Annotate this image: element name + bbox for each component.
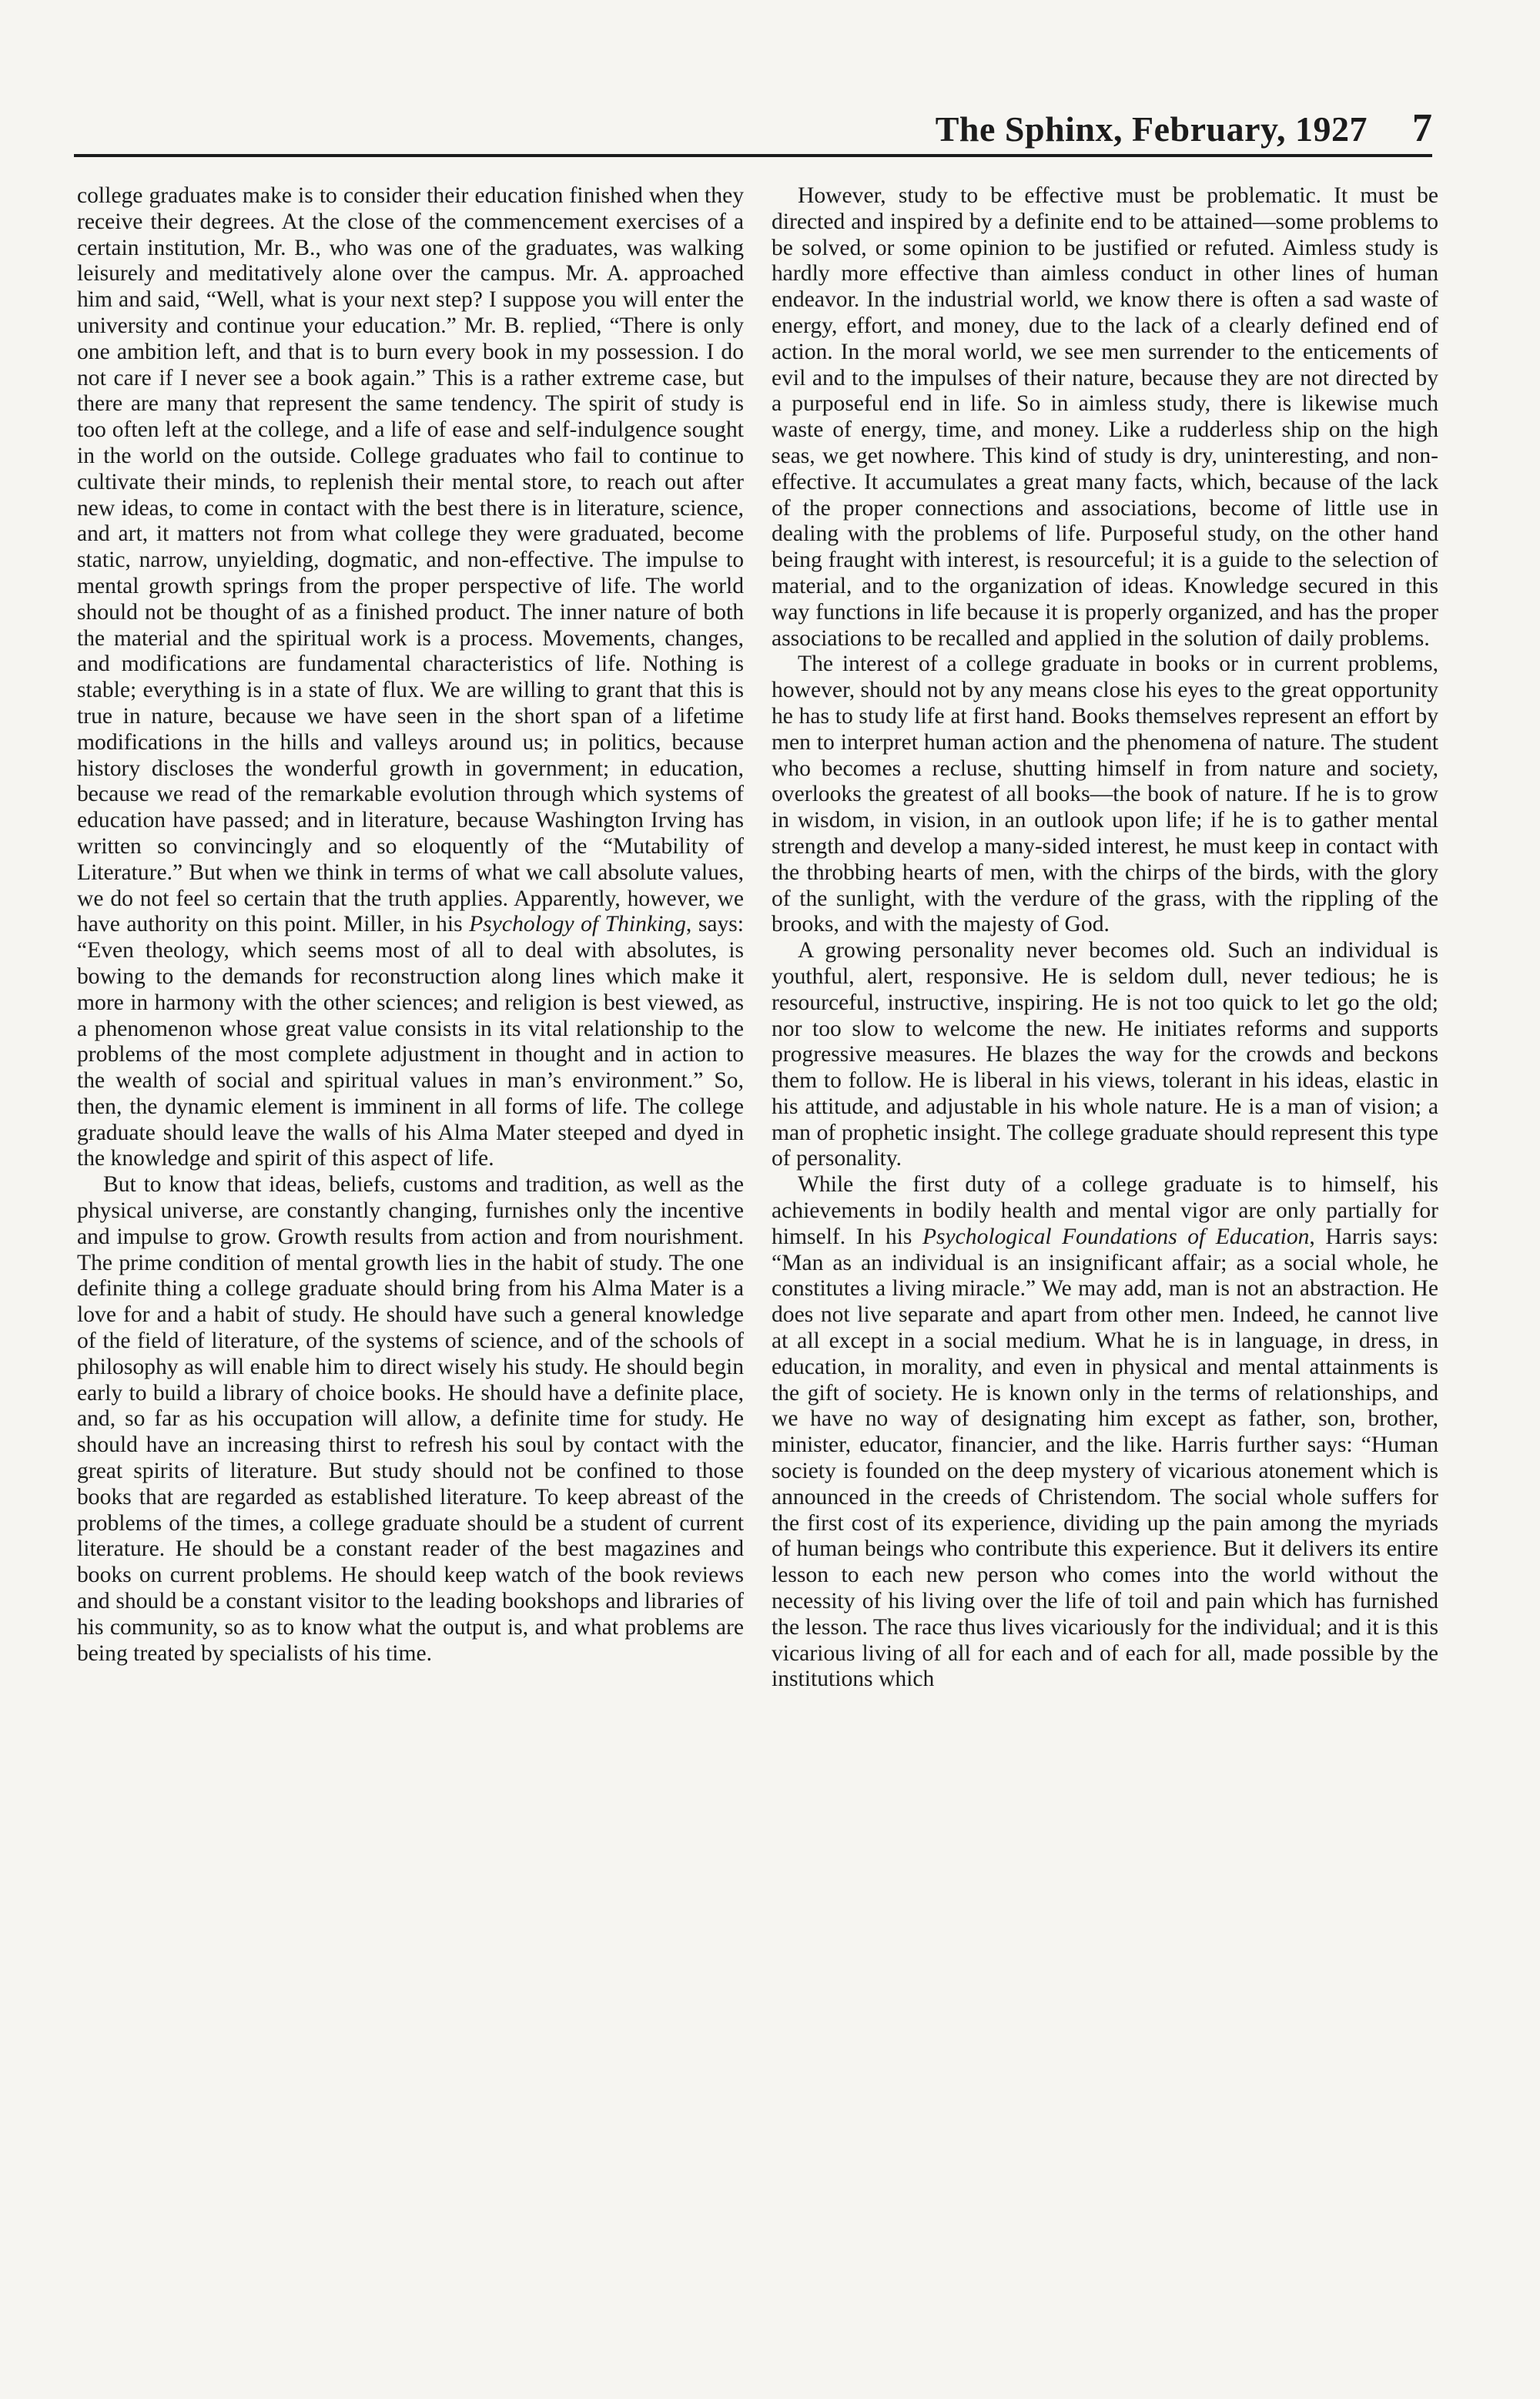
paragraph-text: , says: “Even theology, which seems most of all to deal with absolutes, is bowing to the demands for reconstruction along lines which make it more in harmony with the other sciences; and religion is best viewed, as a phenomenon whose great value consists in its vital relationship to the problems of the most complete adjustment in thought and in action to the wealth of social and spiritual values in man’s environment.” So, then, the dynamic element is imminent in all forms of life. The college graduate should leave the walls of his Alma Mater steeped and dyed in the knowledge and spirit of this aspect of life. xyxy=(77,912,745,1171)
paragraph xyxy=(77,183,744,1172)
paragraph-text: While the first duty of a college graduate is to himself, his achievements in bodily health and mental vigor are only partially for himself. In his xyxy=(772,1172,1438,1249)
paragraph-text: college graduates make is to consider their education finished when they receive their degrees. At the close of the commencement exercises of a certain institution, Mr. B., who was one of the graduates, was walking leisurely and meditatively alone over the campus. Mr. A. approached him and said, “Well, what is your next step? I suppose you will enter the university and continue your education.” Mr. B. replied, “There is only one ambition left, and that is to burn every book in my possession. I do not care if I never see a book again.” This is a rather extreme case, but there are many that represent the same tendency. The spirit of study is too often left at the college, and a life of ease and self-indulgence sought in the world on the outside. College graduates who fail to continue to cultivate their minds, to replenish their mental store, to reach out after new ideas, to come in contact with the best there is in literature, science, and art, it matters not from what college they were graduated, become static, narrow, unyielding, dogmatic, and non-effective. The impulse to mental growth springs from the proper perspective of life. The world should not be thought of as a finished product. The inner nature of both the material and the spiritual work is a process. Movements, changes, and modifications are fundamental characteristics of life. Nothing is stable; everything is in a state of flux. We are willing to grant that this is true in nature, because we have seen in the short span of a lifetime modifications in the hills and valleys around us; in politics, because history discloses the wonderful growth in government; in education, because we read of the remarkable evolution through which systems of education have passed; and in literature, because Washington Irving has written so convincingly and so eloquently of the “Mutability of Literature.” But when we think in terms of what we call absolute values, we do not feel so certain that the truth applies. Apparently, however, we have authority on this point. Miller, in his xyxy=(77,183,744,937)
paragraph: But to know that ideas, beliefs, customs and tradition, as well as the physical universe, are constantly changing, furnishes only the incentive and impulse to grow. Growth results from action and from nourishment. The prime condition of mental growth lies in the habit of study. The one definite thing a college graduate should bring from his Alma Mater is a love for and a habit of study. He should have such a general knowledge of the field of literature, of the systems of science, and of the schools of philosophy as will enable him to direct wisely his study. He should begin early to build a library of choice books. He should have a definite place, and, so far as his occupation will allow, a definite time for study. He should have an increasing thirst to refresh his soul by contact with the great spirits of literature. But study should not be confined to those books that are regarded as established literature. To keep abreast of the problems of the times, a college graduate should be a student of current literature. He should be a constant reader of the best magazines and books on current problems. He should keep watch of the book reviews and should be a constant visitor to the leading bookshops and libraries of his community, so as to know what the output is, and what problems are being treated by specialists of his time. xyxy=(77,1172,744,1666)
right-column xyxy=(772,183,1438,1693)
page-number: 7 xyxy=(1412,106,1432,150)
paragraph xyxy=(772,1172,1438,1693)
paragraph: A growing personality never becomes old. Such an individual is youthful, alert, responsive. He is seldom dull, never tedious; he is resourceful, instructive, inspiring. He is not too quick to let go the old; nor too slow to welcome the new. He initiates reforms and supports progressive measures. He blazes the way for the crowds and beckons them to follow. He is liberal in his views, tolerant in his ideas, elastic in his attitude, and adjustable in his whole nature. He is a man of vision; a man of prophetic insight. The college graduate should represent this type of personality. xyxy=(772,938,1438,1171)
book-title: Psychological Foundations of Education xyxy=(922,1224,1310,1249)
paragraph: The interest of a college graduate in books or in current problems, however, should not by any means close his eyes to the great opportunity he has to study life at first hand. Books themselves represent an effort by men to interpret human action and the phenomena of nature. The student who becomes a recluse, shutting himself in from nature and society, overlooks the greatest of all books—the book of nature. If he is to grow in wisdom, in vision, in an outlook upon life; if he is to gather mental strength and develop a many-sided interest, he must keep in contact with the throbbing hearts of men, with the chirps of the birds, with the glory of the sunlight, with the verdure of the grass, with the rippling of the brooks, and with the majesty of God. xyxy=(772,652,1438,937)
paragraph: However, study to be effective must be problematic. It must be directed and inspired by a definite end to be attained—some problems to be solved, or some opinion to be justified or refuted. Aimless study is hardly more effective than aimless conduct in other lines of human endeavor. In the industrial world, we know there is often a sad waste of energy, effort, and money, due to the lack of a clearly defined end of action. In the moral world, we see men surrender to the enticements of evil and to the impulses of their nature, because they are not directed by a purposeful end in life. So in aimless study, there is likewise much waste of energy, time, and money. Like a rudderless ship on the high seas, we get nowhere. This kind of study is dry, uninteresting, and non-effective. It accumulates a great many facts, which, because of the lack of the proper connections and associations, become of little use in dealing with the problems of life. Purposeful study, on the other hand being fraught with interest, is resourceful; it is a guide to the selection of material, and to the organization of ideas. Knowledge secured in this way functions in life because it is properly organized, and has the proper associations to be recalled and applied in the solution of daily problems. xyxy=(772,183,1438,651)
running-header xyxy=(74,108,1432,157)
running-title: The Sphinx, February, 1927 xyxy=(935,109,1368,149)
paragraph-text: , Harris says: “Man as an individual is an insignificant affair; as a social whole, he constitutes a living miracle.” We may add, man is not an abstraction. He does not live separate and apart from other men. Indeed, he cannot live at all except in a social medium. What he is in language, in dress, in education, in morality, and even in physical and mental attainments is the gift of society. He is known only in the terms of relationships, and we have no way of designating him except as father, son, brother, minister, educator, financier, and the like. Harris further says: “Human society is founded on the deep mystery of vicarious atonement which is announced in the creeds of Christendom. The social whole suffers for the first cost of its experience, dividing up the pain among the myriads of human beings who contribute this experience. But it delivers its entire lesson to each new person who comes into the world without the necessity of his living over the life of toil and pain which has furnished the lesson. The race thus lives vicariously for the individual; and it is this vicarious living of all for each and of each for all, made possible by the institutions which xyxy=(772,1224,1439,1692)
left-column xyxy=(77,183,744,1667)
book-title: Psychology of Thinking xyxy=(469,912,686,937)
